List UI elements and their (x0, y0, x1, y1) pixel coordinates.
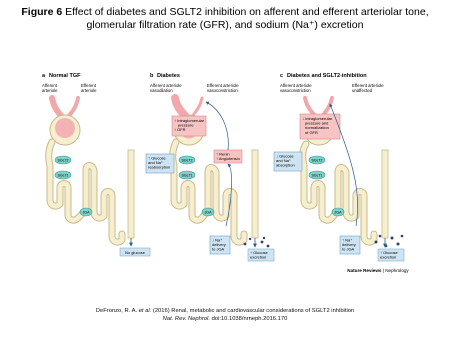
sglt1-transporter (309, 171, 325, 179)
collecting-duct (382, 150, 388, 238)
sglt1-transporter (55, 171, 71, 179)
panel-a (42, 73, 150, 256)
svg-text:SGLT1: SGLT1 (311, 173, 323, 178)
panel-a-afferent-label: Afferent arteriole (42, 83, 58, 93)
renin-box-text: ↑ Renin ↑ Angiotensin (216, 151, 240, 162)
citation-line-2: Nat. Rev. Nephrol. doi:10.1038/nrneph.2016.170 (162, 316, 288, 322)
glucose-excretion-text: ↑ Glucose excretion (380, 250, 398, 260)
panel-b (146, 73, 274, 261)
svg-text:SGLT1: SGLT1 (181, 173, 193, 178)
pressure-box-text: ↓ Intraglomerular pressure and normalization of GFR (302, 116, 333, 135)
svg-text:SGLT2: SGLT2 (311, 158, 323, 163)
glucose-molecules (375, 235, 404, 248)
svg-text:JGA: JGA (334, 210, 342, 215)
jga-marker (80, 208, 92, 216)
panel-a-heading: Normal TGF (49, 73, 81, 79)
na-delivery-box-text: ↓ Na⁺ delivery to JGA (212, 237, 226, 252)
reabsorption-box-text: ↑ Glucose and Na⁺ reabsorption (148, 155, 171, 170)
citation (60, 307, 390, 323)
no-glucose-label: No glucose (124, 249, 146, 255)
collecting-duct (128, 150, 134, 238)
pressure-box-text: ↑ Intraglomerular pressure ↑ GFR (174, 118, 205, 133)
svg-text:JGA: JGA (82, 210, 90, 215)
glomerulus (55, 118, 75, 138)
svg-text:SGLT1: SGLT1 (57, 173, 69, 178)
panel-c-afferent-label: Afferent arteriole vasoconstriction (280, 83, 312, 93)
angiotensin-arrow (206, 102, 228, 150)
panel-a-label: a (42, 73, 46, 79)
sglt2-transporter (179, 156, 195, 164)
sglt1-transporter (179, 171, 195, 179)
svg-text:SGLT2: SGLT2 (57, 158, 69, 163)
jga-marker (202, 208, 214, 216)
panel-c (274, 73, 404, 261)
publisher-mark: Nature Reviews | Nephrology (347, 268, 409, 273)
citation-line-1: DeFronzo, R. A. et al. (2016) Renal, metabolic and cardiovascular considerations of SGLT2 inhibition (95, 308, 355, 314)
sglt2-transporter (55, 156, 71, 164)
na-delivery-box-text: ↑ Na⁺ delivery to JGA (342, 237, 356, 252)
panel-b-label: b (150, 73, 154, 79)
svg-text:SGLT2: SGLT2 (181, 158, 193, 163)
panel-c-heading: Diabetes and SGLT2-inhibition (287, 73, 367, 79)
panel-c-efferent-label: Efferent arteriole unaffected (352, 83, 384, 93)
panel-b-efferent-label: Efferent arteriole vasoconstriction (207, 83, 239, 93)
glucose-excretion-text: ↑ Glucose excretion (250, 250, 268, 260)
panel-b-afferent-label: Afferent arteriole vasodilation (150, 83, 182, 93)
panel-a-efferent-label: Efferent arteriole (81, 83, 97, 93)
sglt2-transporter (309, 156, 325, 164)
panel-c-label: c (280, 73, 284, 79)
panel-b-heading: Diabetes (157, 73, 180, 79)
svg-text:JGA: JGA (204, 210, 212, 215)
jga-marker (332, 208, 344, 216)
collecting-duct (252, 150, 258, 238)
figure-title-text: Effect of diabetes and SGLT2 inhibition on afferent and efferent arteriolar tone, glomerular filtration rate (GFR), and sodium (Na⁺) excretion (65, 6, 429, 31)
figure-label: Figure 6 (21, 6, 63, 18)
absorption-box-text: ↓ Glucose and Na⁺ absorption (276, 153, 295, 168)
